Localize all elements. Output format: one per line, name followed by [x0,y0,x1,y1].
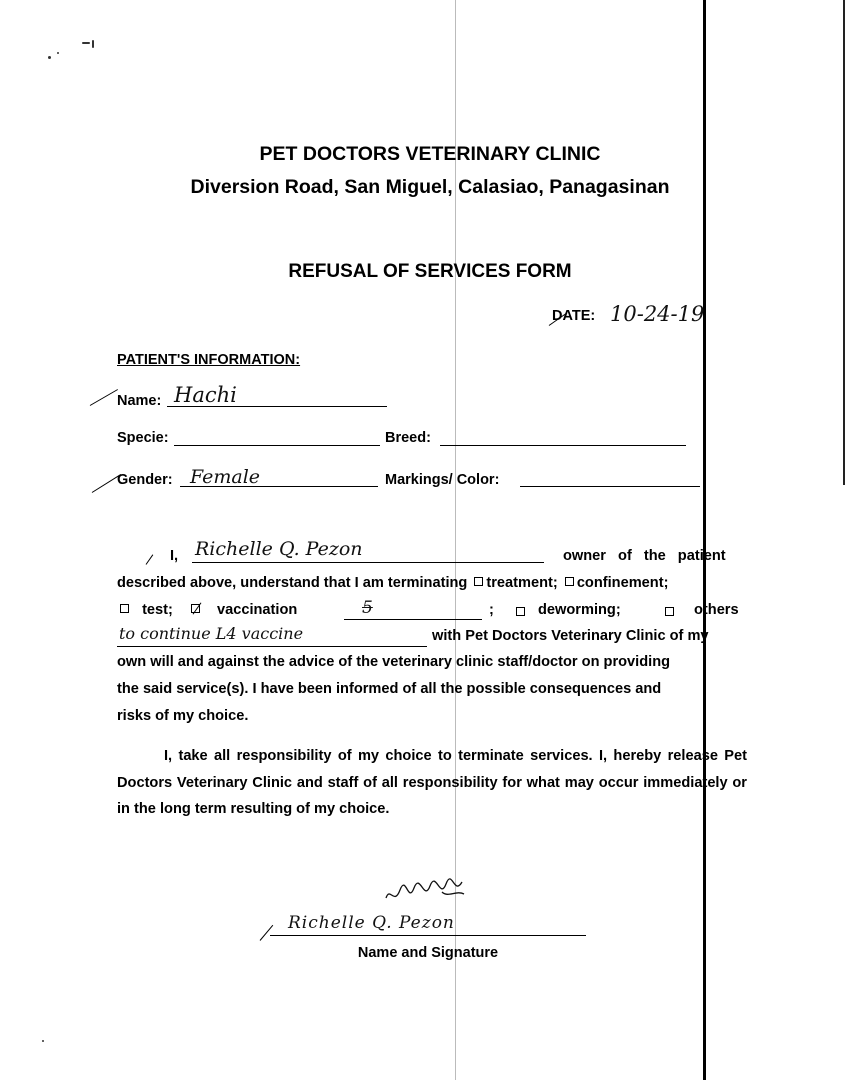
specie-label: Specie: [117,430,169,446]
signature-line [270,935,586,936]
signature-label: Name and Signature [357,945,499,961]
check-mark [146,554,154,564]
clinic-address: Diversion Road, San Miguel, Calasiao, Panagasinan [190,176,670,198]
vaccination-field-line [344,619,482,620]
check-mark [90,389,118,406]
others-option-label: others [694,602,739,618]
scan-edge-mark [843,0,845,485]
markings-label: Markings/ Color: [385,472,500,488]
owner-name-line [192,562,544,563]
specie-field-line [174,445,380,446]
confinement-checkbox[interactable] [565,577,574,586]
name-field-line [167,406,387,407]
others-checkbox[interactable] [665,607,674,616]
markings-field-line [520,486,700,487]
gender-label: Gender: [117,472,173,488]
statement-line-3 [117,602,747,618]
deworming-option-label: deworming; [538,602,621,618]
check-mark [260,925,274,941]
gender-field-line [180,486,378,487]
statement-line-7: risks of my choice. [117,708,249,724]
test-option-label: test; [142,602,173,618]
confinement-option-label: confinement; [576,575,669,591]
signature-name-value: Richelle Q. Pezon [288,913,455,933]
owner-of-patient-text: owner of the patient [563,548,726,564]
breed-field-line [440,445,686,446]
name-value: Hachi [174,383,237,407]
terminating-text: described above, understand that I am terminating [117,575,468,591]
owner-name-value: Richelle Q. Pezon [195,538,363,560]
scan-speck [82,42,90,44]
statement-line-5: own will and against the advice of the veterinary clinic staff/doctor on providing [117,654,671,670]
vaccination-checkbox-checked[interactable] [191,604,200,613]
treatment-checkbox[interactable] [474,577,483,586]
signature-scribble [382,876,502,916]
scan-speck [92,40,94,48]
name-label: Name: [117,393,162,409]
others-value: to continue L4 vaccine [119,624,304,643]
deworming-checkbox[interactable] [516,607,525,616]
date-label: DATE: [552,308,596,324]
date-value: 10-24-19 [610,302,705,326]
vaccination-value: 5 [362,598,373,618]
treatment-option-label: treatment; [486,575,558,591]
responsibility-paragraph: I, take all responsibility of my choice to terminate services. I, hereby release Pet Doctors Veterinary Clinic and staff of all responsibility for what may occur immediately or in the long term resulting of my choice. [117,748,747,817]
scan-speck [42,1040,44,1042]
clinic-name: PET DOCTORS VETERINARY CLINIC [259,143,601,165]
statement-line-2 [117,575,747,591]
scan-speck [57,52,59,54]
patient-section-label: PATIENT'S INFORMATION: [117,352,301,368]
vaccination-option-label: vaccination [217,602,298,618]
scan-speck [48,56,51,59]
others-field-line [117,646,427,647]
clinic-continuation-text: with Pet Doctors Veterinary Clinic of my [432,628,709,644]
vaccination-separator: ; [489,602,494,618]
statement-line-6: the said service(s). I have been informed of all the possible consequences and [117,681,662,697]
breed-label: Breed: [385,430,431,446]
gender-value: Female [190,466,261,488]
statement-prefix: I, [170,548,179,564]
test-checkbox[interactable] [120,604,129,613]
form-title: REFUSAL OF SERVICES FORM [288,261,572,282]
